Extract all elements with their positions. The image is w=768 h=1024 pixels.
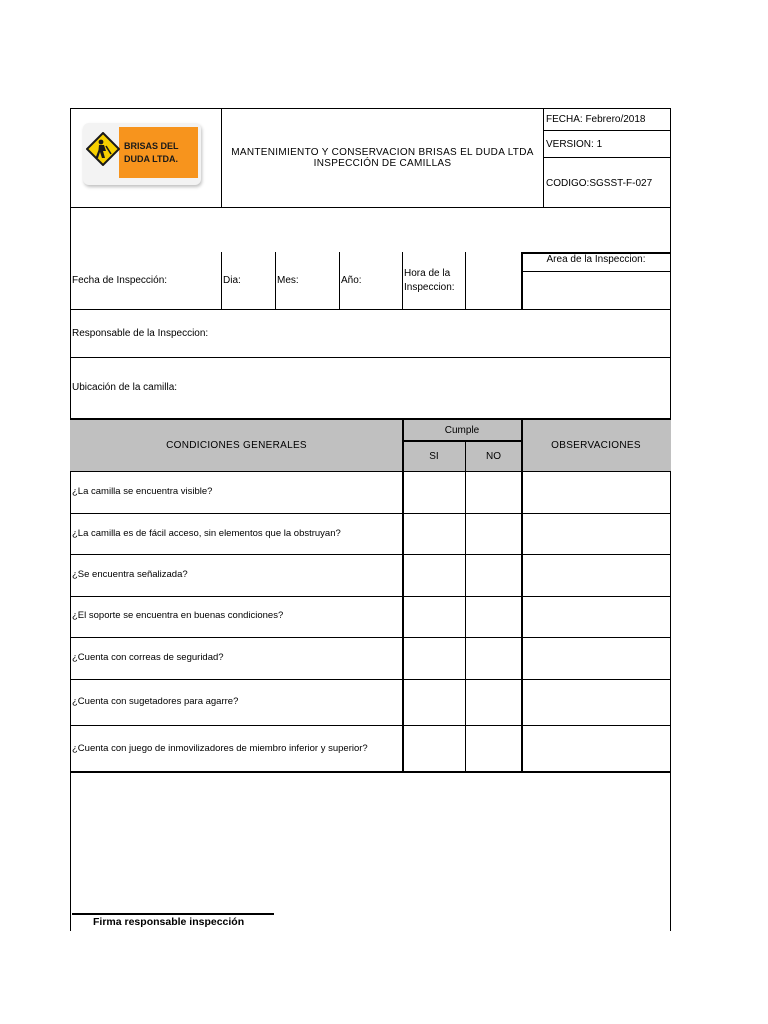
hora-label-line-1: Hora de la — [404, 268, 451, 279]
info-divider-3 — [339, 252, 340, 310]
table-col-line-2 — [465, 441, 466, 772]
area-label: Area de la Inspeccion: — [546, 254, 646, 265]
anio-label: Año: — [341, 275, 362, 286]
header-meta-line-2 — [543, 157, 671, 158]
col-si-header: SI — [429, 451, 439, 462]
table-row: ¿La camilla es de fácil acceso, sin elementos que la obstruyan? — [72, 528, 341, 539]
mes-label: Mes: — [277, 275, 299, 286]
table-row: ¿Cuenta con correas de seguridad? — [72, 652, 224, 663]
form-left-border — [70, 208, 71, 931]
responsable-label: Responsable de la Inspeccion: — [72, 328, 209, 339]
col-conditions-header: CONDICIONES GENERALES — [166, 440, 307, 451]
col-cumple-header: Cumple — [444, 425, 480, 436]
info-row-bottom-line — [70, 309, 671, 310]
table-row: ¿El soporte se encuentra en buenas condiciones? — [72, 610, 284, 621]
info-divider-5 — [465, 252, 466, 310]
info-divider-4 — [402, 252, 403, 310]
logo-text-line-1: BRISAS DEL — [124, 141, 179, 151]
worker-warning-sign-icon — [86, 132, 120, 166]
form-title: INSPECCIÓN DE CAMILLAS — [313, 158, 452, 169]
row-line-3 — [70, 596, 671, 597]
row-line-4 — [70, 637, 671, 638]
responsable-row-bottom-line — [70, 357, 671, 358]
table-col-line-3 — [521, 418, 523, 772]
hora-label-line-2: Inspeccion: — [404, 282, 455, 293]
table-row: ¿La camilla se encuentra visible? — [72, 486, 213, 497]
dia-label: Dia: — [223, 275, 241, 286]
company-name: MANTENIMIENTO Y CONSERVACION BRISAS EL DUDA LTDA — [231, 147, 534, 158]
logo-text — [124, 140, 194, 166]
ubicacion-label: Ubicación de la camilla: — [72, 382, 178, 393]
header-meta-line-1 — [543, 130, 671, 131]
row-line-5 — [70, 679, 671, 680]
form-right-border — [670, 208, 671, 931]
logo-text-line-2: DUDA LTDA. — [124, 154, 178, 164]
col-observaciones-header: OBSERVACIONES — [551, 440, 641, 451]
fecha-inspeccion-label: Fecha de Inspección: — [72, 275, 168, 286]
cumple-underline — [402, 440, 521, 442]
info-divider-1 — [221, 252, 222, 310]
table-row: ¿Cuenta con sugetadores para agarre? — [72, 696, 239, 707]
table-bottom-line — [70, 771, 671, 773]
codigo-field: CODIGO:SGSST-F-027 — [546, 178, 653, 189]
col-no-header: NO — [486, 451, 501, 462]
header-divider-meta — [543, 108, 544, 208]
signature-line — [72, 913, 274, 915]
table-row: ¿Cuenta con juego de inmovilizadores de miembro inferior y superior? — [72, 743, 368, 754]
version-field: VERSION: 1 — [546, 139, 603, 150]
row-line-2 — [70, 554, 671, 555]
signature-label: Firma responsable inspección — [93, 916, 245, 928]
info-divider-2 — [275, 252, 276, 310]
area-label-underline — [521, 271, 670, 272]
fecha-field: FECHA: Febrero/2018 — [546, 114, 646, 125]
table-row: ¿Se encuentra señalizada? — [72, 569, 188, 580]
row-line-1 — [70, 513, 671, 514]
row-line-6 — [70, 725, 671, 726]
table-col-line-1 — [402, 418, 404, 772]
